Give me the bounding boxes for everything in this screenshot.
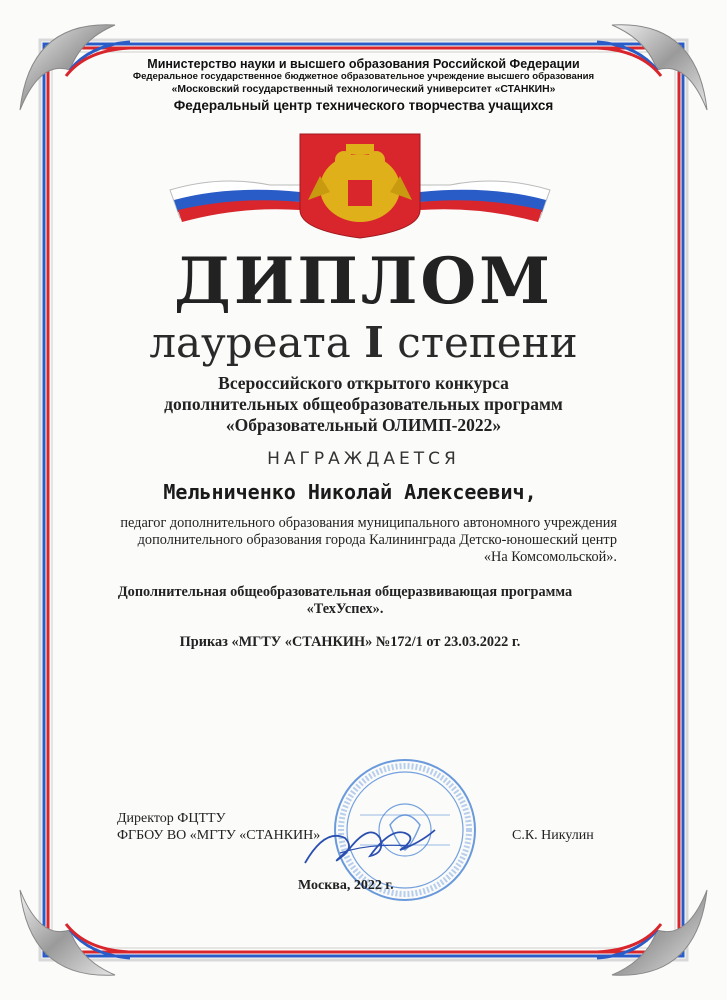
degree-suffix: степени bbox=[397, 318, 578, 367]
diploma-title: ДИПЛОМ bbox=[174, 244, 553, 319]
signer-position-line-2: ФГБОУ ВО «МГТУ «СТАНКИН» bbox=[117, 828, 321, 843]
contest-line-3: «Образовательный ОЛИМП-2022» bbox=[225, 415, 502, 435]
place-date: Москва, 2022 г. bbox=[298, 878, 394, 893]
degree-line bbox=[0, 318, 727, 367]
signer-name: С.К. Никулин bbox=[512, 828, 594, 843]
awarded-label: НАГРАЖДАЕТСЯ bbox=[267, 449, 460, 469]
handwritten-signature bbox=[300, 808, 440, 878]
ministry-line: Министерство науки и высшего образования Российской Федерации bbox=[147, 57, 580, 71]
recipient-desc-line-2: дополнительного образования города Калининграда Детско-юношеский центр bbox=[137, 532, 617, 548]
program-line-1: Дополнительная общеобразовательная общеразвивающая программа bbox=[117, 584, 573, 600]
degree-roman: I bbox=[364, 318, 384, 367]
corner-curl-bottom-left bbox=[20, 890, 130, 975]
degree-word: лауреата bbox=[149, 318, 351, 367]
russian-flag-ribbon-icon bbox=[160, 130, 560, 240]
center-line: Федеральный центр технического творчества учащихся bbox=[173, 98, 554, 113]
program-line-2: «ТехУспех». bbox=[306, 601, 384, 617]
institution-type-line: Федеральное государственное бюджетное образовательное учреждение высшего образования bbox=[132, 71, 595, 82]
recipient-desc-line-3: «На Комсомольской». bbox=[483, 549, 617, 565]
corner-curl-bottom-right bbox=[597, 890, 707, 975]
contest-line-1: Всероссийского открытого конкурса bbox=[218, 373, 509, 393]
contest-line-2: дополнительных общеобразовательных программ bbox=[164, 394, 563, 414]
order-reference: Приказ «МГТУ «СТАНКИН» №172/1 от 23.03.2022 г. bbox=[179, 634, 521, 650]
signer-position-line-1: Директор ФЦТТУ bbox=[117, 811, 226, 826]
recipient-desc-line-1: педагог дополнительного образования муниципального автономного учреждения bbox=[120, 515, 617, 531]
recipient-name: Мельниченко Николай Алексеевич, bbox=[163, 480, 537, 504]
russian-coat-of-arms-icon bbox=[300, 134, 420, 238]
university-line: «Московский государственный технологический университет «СТАНКИН» bbox=[171, 84, 556, 95]
